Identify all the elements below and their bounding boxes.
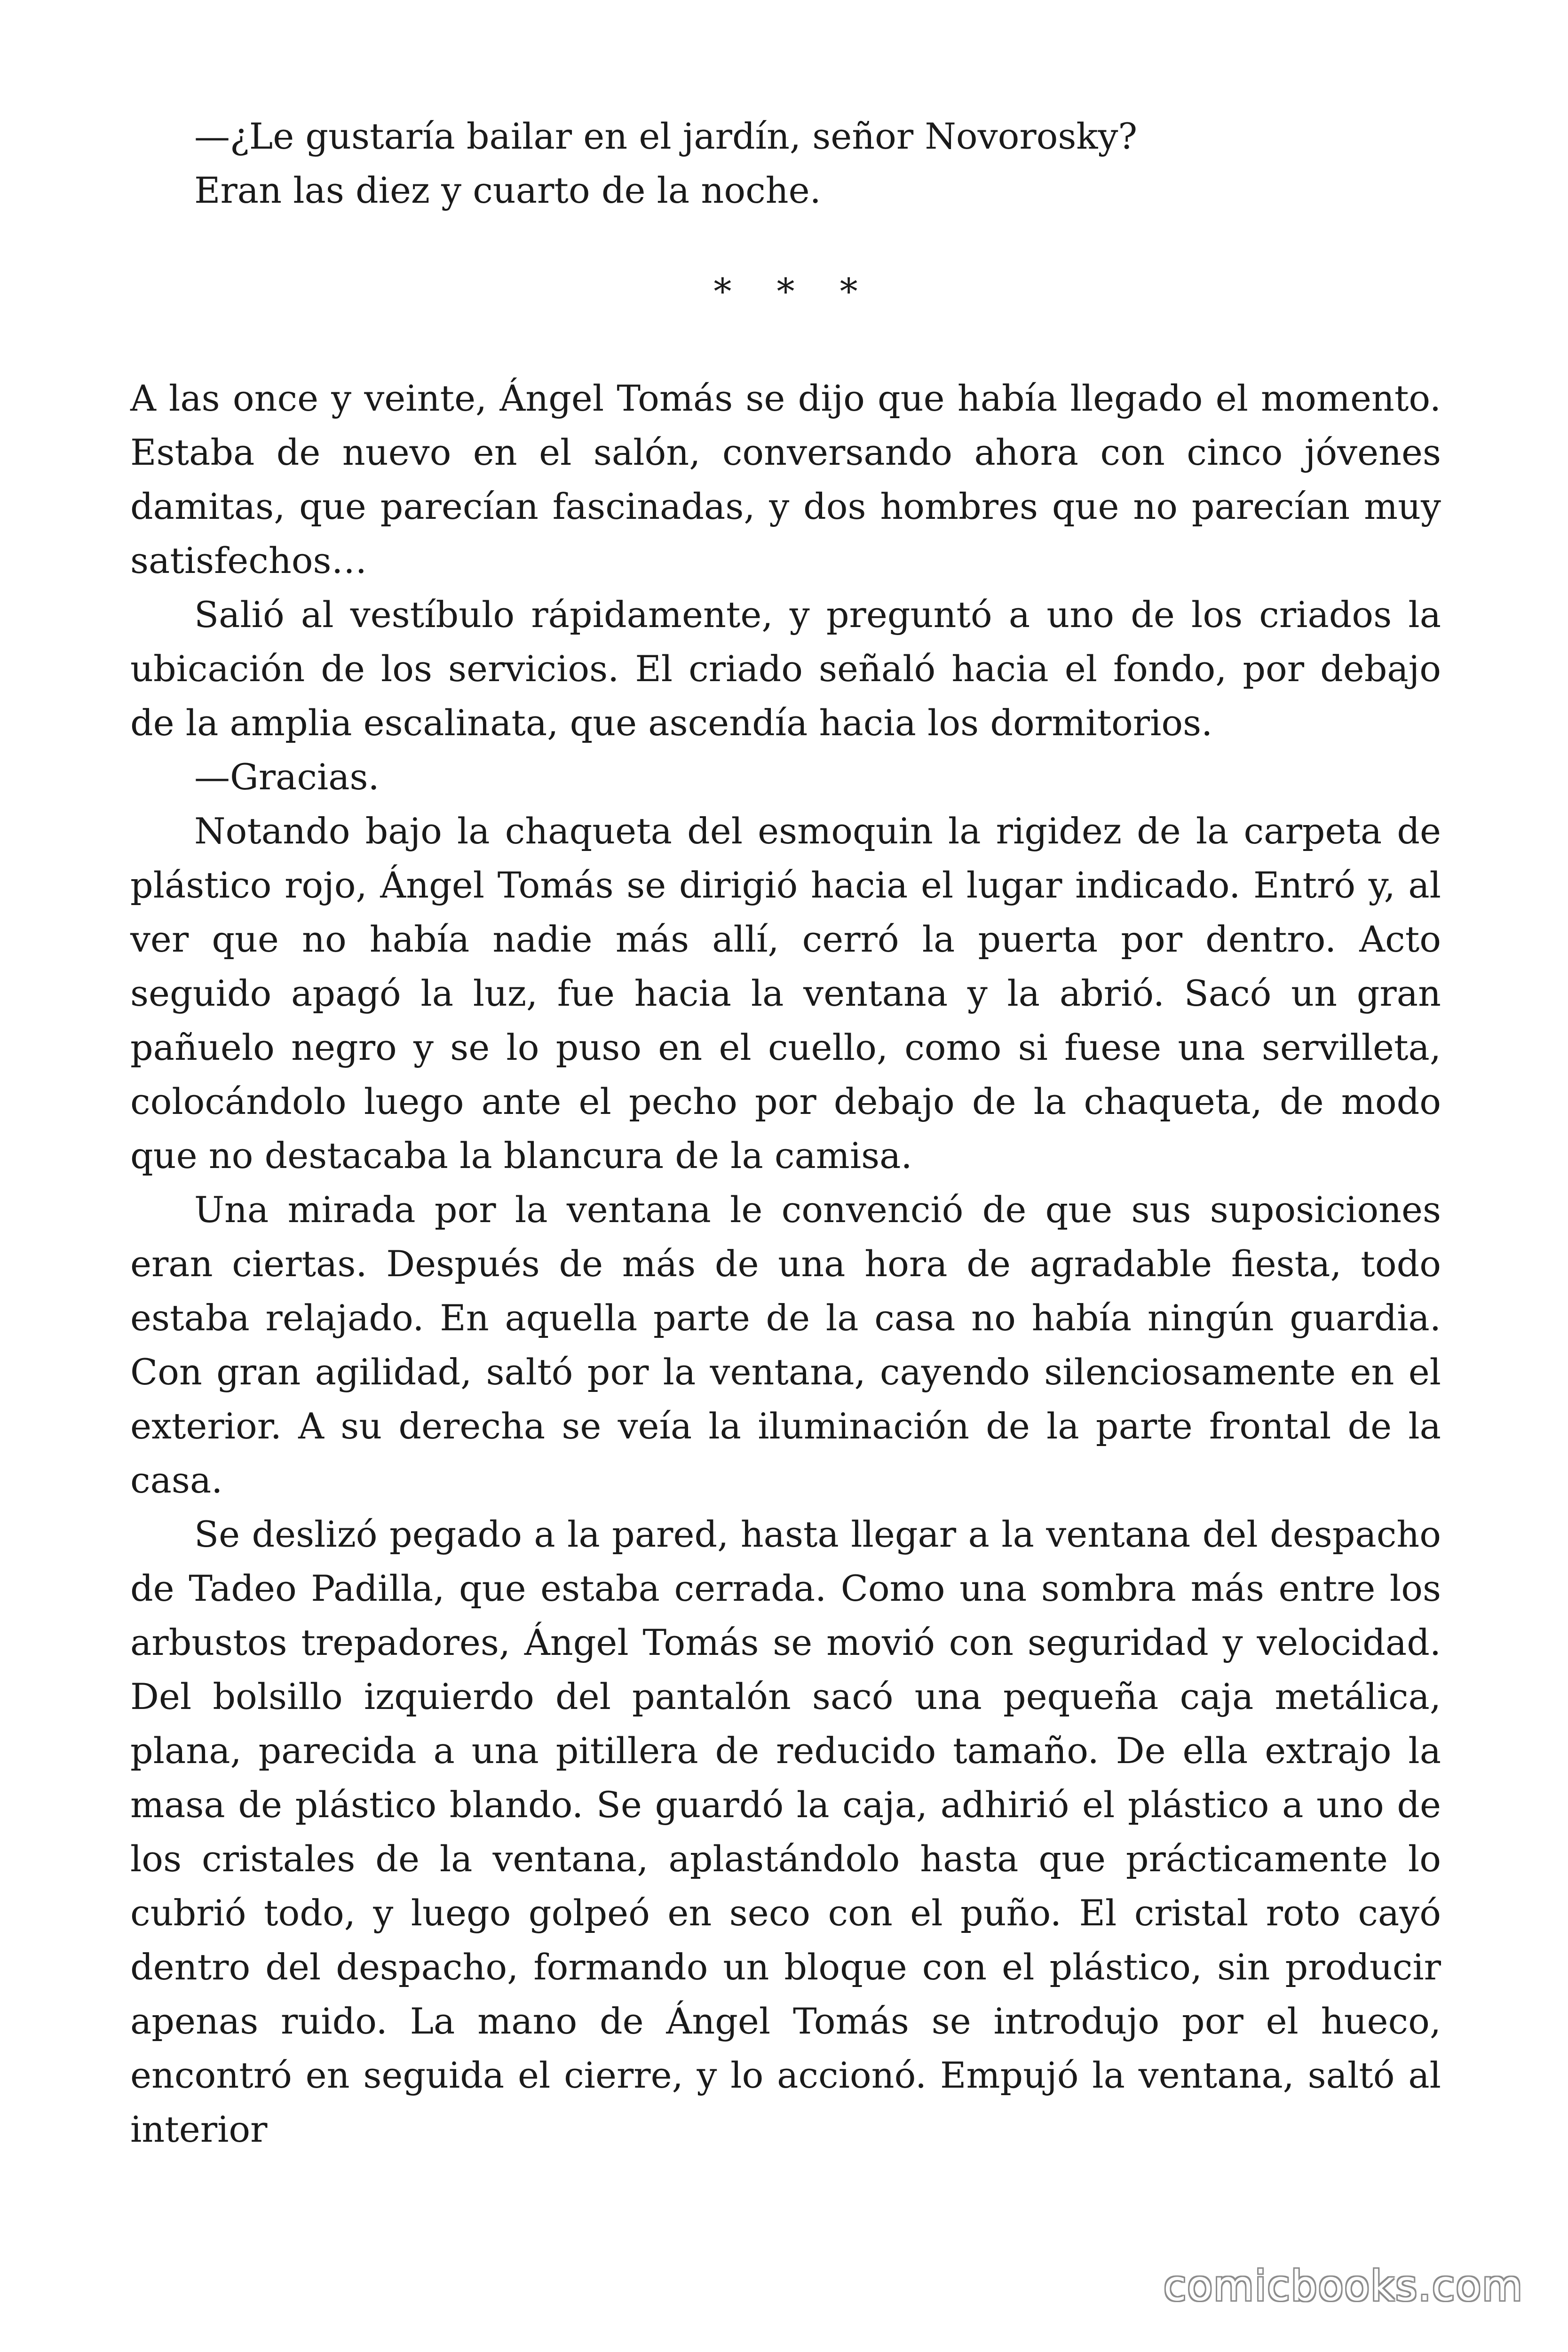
watermark-text: comicbooks.com	[1163, 2262, 1523, 2310]
narration-paragraph: Una mirada por la ventana le convenció de que sus suposiciones eran ciertas. Después de más de una hora de agradable fiesta, todo estaba relajado. En aquella parte de la casa no había ningún guardia. Con gran agilidad, saltó por la ventana, cayendo silenciosamente en el exterior. A su derecha se veía la iluminación de la parte frontal de la casa.	[130, 1189, 1441, 1501]
dialogue-paragraph: —¿Le gustaría bailar en el jardín, señor Novorosky?	[194, 115, 1138, 157]
narration-paragraph: Notando bajo la chaqueta del esmoquin la rigidez de la carpeta de plástico rojo, Ángel Tomás se dirigió hacia el lugar indicado. Entró y, al ver que no había nadie más allí, cerró la puerta por dentro. Acto seguido apagó la luz, fue hacia la ventana y la abrió. Sacó un gran pañuelo negro y se lo puso en el cuello, como si fuese una servilleta, colocándolo luego ante el pecho por debajo de la chaqueta, de modo que no destacaba la blancura de la camisa.	[130, 810, 1441, 1176]
scene-break-asterisks: * * *	[713, 270, 875, 312]
narration-paragraph: Eran las diez y cuarto de la noche.	[194, 169, 821, 211]
narration-paragraph: Se deslizó pegado a la pared, hasta llegar a la ventana del despacho de Tadeo Padilla, que estaba cerrada. Como una sombra más entre los arbustos trepadores, Ángel Tomás se movió con seguridad y velocidad. Del bolsillo izquierdo del pantalón sacó una pequeña caja metálica, plana, parecida a una pitillera de reducido tamaño. De ella extrajo la masa de plástico blando. Se guardó la caja, adhirió el plástico a uno de los cristales de la ventana, aplastándolo hasta que prácticamente lo cubrió todo, y luego golpeó en seco con el puño. El cristal roto cayó dentro del despacho, formando un bloque con el plástico, sin producir apenas ruido. La mano de Ángel Tomás se introdujo por el hueco, encontró en seguida el cierre, y lo accionó. Empujó la ventana, saltó al interior	[130, 1513, 1441, 2150]
page-body	[130, 109, 1441, 2156]
dialogue-paragraph: —Gracias.	[194, 756, 380, 798]
narration-paragraph: Salió al vestíbulo rápidamente, y preguntó a uno de los criados la ubicación de los servicios. El criado señaló hacia el fondo, por debajo de la amplia escalinata, que ascendía hacia los dormitorios.	[130, 594, 1441, 744]
section-opening-paragraph: A las once y veinte, Ángel Tomás se dijo que había llegado el momento. Estaba de nuevo en el salón, conversando ahora con cinco jóvenes damitas, que parecían fascinadas, y dos hombres que no parecían muy satisfechos…	[130, 377, 1441, 581]
